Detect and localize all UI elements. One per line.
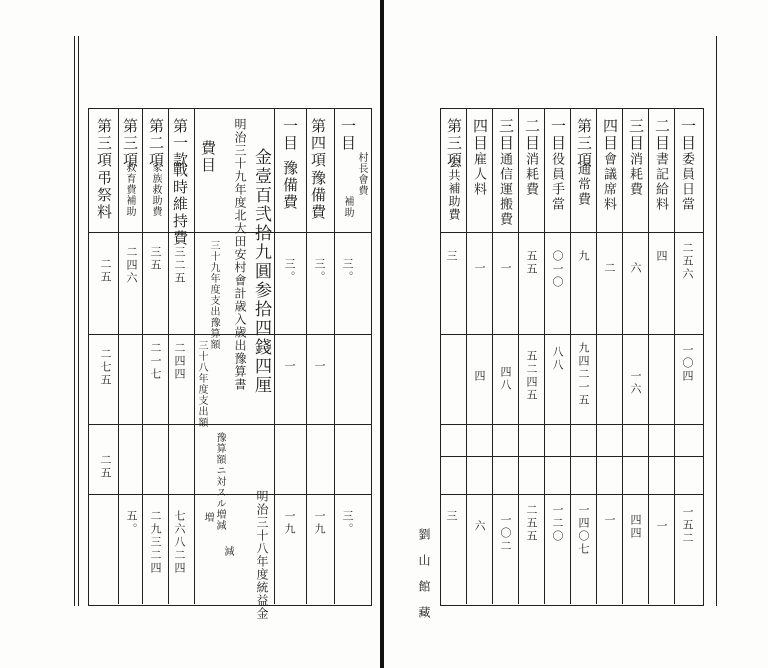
value-cell: 一 — [283, 360, 296, 373]
header-dec: 減 — [222, 546, 233, 557]
value-cell: 四八 — [499, 366, 512, 392]
value-cell: 二四六 — [125, 246, 138, 285]
item-label: 四目 — [471, 118, 489, 152]
item-extra: 家族救助費 — [150, 162, 161, 217]
row-rule — [440, 456, 703, 457]
value-cell: 一九 — [283, 510, 296, 536]
col-rule — [492, 108, 493, 604]
item-name: 消耗費 — [627, 152, 642, 197]
value-cell: 二一七 — [149, 342, 162, 381]
item-label: 一目 — [281, 118, 299, 152]
value-cell: 二四四 — [173, 342, 186, 381]
value-cell: 三 — [445, 510, 458, 523]
col-rule — [306, 108, 307, 604]
header-diff: 豫算額ニ対スル増減 — [214, 432, 225, 531]
item-label: 第四項 — [309, 118, 327, 169]
value-cell: 二五 — [99, 454, 112, 480]
item-label: 第三項 — [121, 118, 139, 169]
value-cell: 五。 — [125, 510, 138, 536]
value-cell: 一六 — [629, 370, 642, 396]
item-label: 一目 — [339, 118, 357, 152]
item-extra: 豫備費 — [309, 170, 327, 221]
value-cell: 三 — [445, 250, 458, 263]
item-name: 消耗費 — [523, 152, 538, 197]
left-page-edge-line — [74, 36, 75, 606]
value-cell: 一 — [655, 520, 668, 533]
value-cell: 一 — [473, 262, 486, 275]
item-label: 一目 — [549, 118, 567, 152]
item-label: 三目 — [497, 118, 515, 152]
col-rule — [168, 108, 169, 604]
col-rule — [142, 108, 143, 604]
item-name: 役員手當 — [549, 152, 564, 212]
value-cell: 四 — [473, 370, 486, 383]
item-label: 四目 — [601, 118, 619, 152]
value-cell: 三。 — [313, 258, 326, 284]
header-inc: 増 — [202, 512, 213, 523]
row-rule — [440, 232, 703, 233]
item-name: 會議席料 — [601, 152, 616, 212]
col-rule — [596, 108, 597, 604]
value-cell: 四 — [655, 250, 668, 263]
value-cell: 三五 — [149, 246, 162, 272]
value-cell: 一 — [603, 514, 616, 527]
library-stamp: 劉 山 館 藏 — [417, 528, 431, 618]
col-rule — [274, 108, 275, 604]
item-label: 二目 — [653, 118, 671, 152]
value-cell: 六 — [629, 262, 642, 275]
subtitle-budget: 明治三十九年度北大田安村會計歳入歳出豫算書 — [233, 118, 247, 391]
value-cell: 九 — [577, 250, 590, 263]
col-rule — [674, 108, 675, 604]
value-cell: 三二五 — [173, 246, 186, 285]
col-rule — [334, 108, 335, 604]
value-cell: 二五六 — [681, 242, 694, 281]
row-rule — [88, 232, 371, 233]
item-label: 三目 — [627, 118, 645, 152]
item-name: 通常費 — [575, 162, 590, 207]
item-name: 委員日當 — [679, 152, 694, 212]
row-rule — [440, 424, 703, 425]
row-rule — [88, 334, 371, 335]
value-cell: 二五五 — [525, 504, 538, 543]
item-name: 雇人料 — [471, 152, 486, 197]
title-total: 金壹百弐拾九圓参拾四錢四厘 — [251, 148, 271, 395]
row-rule — [88, 424, 371, 425]
item-name: 公共補助費 — [447, 156, 461, 221]
value-cell: 五二四五 — [525, 350, 538, 402]
item-extra: 豫備費 — [281, 160, 299, 211]
value-cell: 五五 — [525, 250, 538, 276]
item-extra: 救育費補助 — [124, 162, 135, 217]
value-cell: 一四〇七 — [577, 504, 590, 556]
value-cell: 〇一〇 — [551, 250, 564, 289]
item-label: 第三項 — [95, 118, 113, 169]
value-cell: 六 — [473, 520, 486, 533]
item-name: 通信運搬費 — [497, 152, 512, 227]
item-label: 第三項 — [445, 118, 463, 169]
item-name: 書記給料 — [653, 152, 668, 212]
item-label: 一目 — [679, 118, 697, 152]
col-rule — [118, 108, 119, 604]
col-rule — [518, 108, 519, 604]
header-prev: 三十八年度支出額 — [196, 340, 207, 428]
value-cell: 二七五 — [99, 348, 112, 387]
value-cell: 三。 — [341, 510, 354, 536]
value-cell: 二九三二四 — [149, 510, 162, 575]
value-cell: 九四二一五 — [577, 342, 590, 407]
left-page-edge-line-2 — [78, 36, 79, 606]
row-rule — [88, 494, 371, 495]
row-rule — [440, 334, 703, 335]
value-cell: 一 — [499, 262, 512, 275]
value-cell: 三。 — [341, 258, 354, 284]
value-cell: 二五 — [99, 258, 112, 284]
col-rule — [466, 108, 467, 604]
value-cell: 一九 — [313, 510, 326, 536]
item-label: 二目 — [523, 118, 541, 152]
value-cell: 八八 — [551, 346, 564, 372]
right-page-edge-line — [716, 36, 717, 606]
right-page — [384, 0, 768, 668]
header-budget: 三十九年度支出豫算額 — [208, 240, 219, 350]
value-cell: 一二〇 — [551, 504, 564, 543]
value-cell: 三。 — [283, 258, 296, 284]
item-extra: 村長會費 — [356, 152, 367, 196]
item-extra: 戰時維持費 — [171, 162, 189, 247]
col-rule — [570, 108, 571, 604]
item-extra: 弔祭料 — [95, 170, 113, 221]
item-label: 第三項 — [575, 118, 593, 169]
row-rule — [440, 494, 703, 495]
header-kimoku: 費目 — [199, 140, 217, 174]
item-label: 第二項 — [147, 118, 165, 169]
col-rule — [544, 108, 545, 604]
col-rule — [648, 108, 649, 604]
value-cell: 七六八二四 — [173, 510, 186, 575]
value-cell: 四四 — [629, 514, 642, 540]
value-cell: 一〇二 — [499, 514, 512, 553]
col-rule — [194, 108, 195, 604]
col-rule — [622, 108, 623, 604]
value-cell: 一 — [313, 360, 326, 373]
value-cell: 一五二 — [681, 506, 694, 545]
item-label: 第一款 — [171, 118, 189, 169]
value-cell: 二 — [603, 262, 616, 275]
item-sub: 補助 — [342, 196, 353, 218]
subtitle-surplus: 明治三十八年度統益金 — [255, 490, 269, 620]
value-cell: 一〇四 — [681, 344, 694, 383]
